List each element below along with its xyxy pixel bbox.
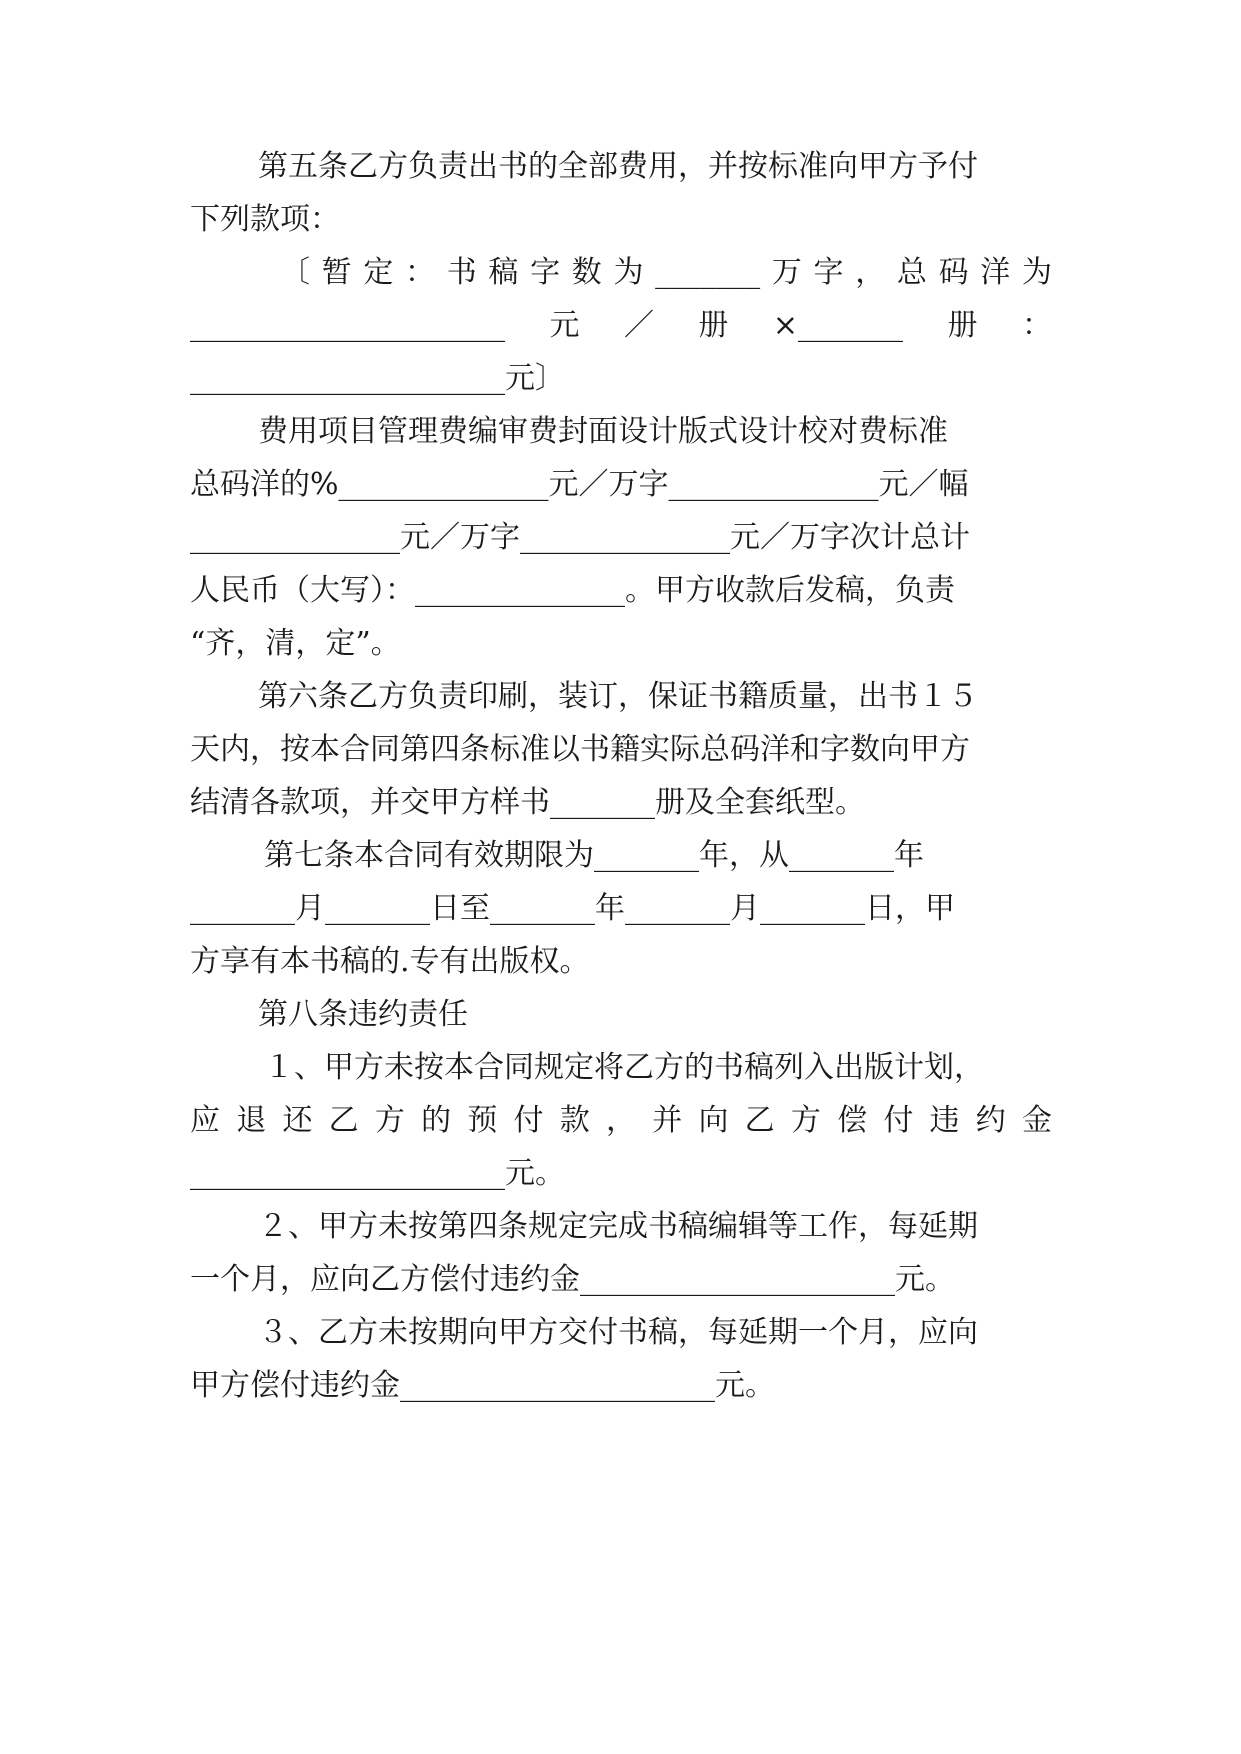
text-line: ______________元／万字______________元／万字次计总计: [190, 520, 970, 555]
text-line: _______月_______日至_______年_______月_______日，甲: [190, 891, 955, 926]
text-line: 下列款项：: [190, 202, 340, 237]
text-line: 应退还乙方的预付款，并向乙方偿付违约金: [190, 1103, 1052, 1138]
text-line: 费用项目管理费编审费封面设计版式设计校对费标准: [258, 414, 948, 449]
text-line: 第八条违约责任: [258, 997, 468, 1032]
text-line: 第七条本合同有效期限为_______年，从_______年: [264, 838, 924, 873]
text-line: 总码洋的%______________元／万字______________元／幅: [190, 467, 969, 502]
text-line: ３、乙方未按期向甲方交付书稿，每延期一个月，应向: [258, 1315, 978, 1350]
text-line: _____________________元。: [190, 1156, 565, 1191]
text-line: 天内，按本合同第四条标准以书籍实际总码洋和字数向甲方: [190, 732, 970, 767]
text-line: 第五条乙方负责出书的全部费用，并按标准向甲方予付: [258, 149, 978, 184]
text-line: 结清各款项，并交甲方样书_______册及全套纸型。: [190, 785, 865, 820]
text-line: 人民币（大写）：______________。甲方收款后发稿，负责: [190, 573, 955, 608]
text-line: 甲方偿付违约金_____________________元。: [190, 1368, 775, 1403]
text-line: 〔暂定：书稿字数为_______万字，总码洋为: [280, 255, 1052, 290]
text-line: 一个月，应向乙方偿付违约金_____________________元。: [190, 1262, 955, 1297]
text-line: “齐，清，定”。: [190, 626, 401, 661]
text-line: _____________________元／册×_______册：: [190, 308, 1052, 343]
text-line: 第六条乙方负责印刷，装订，保证书籍质量，出书１５: [258, 679, 978, 714]
text-line: _____________________元〕: [190, 361, 565, 396]
text-line: 方享有本书稿的.专有出版权。: [190, 944, 590, 979]
text-line: ２、甲方未按第四条规定完成书稿编辑等工作，每延期: [258, 1209, 978, 1244]
text-line: １、甲方未按本合同规定将乙方的书稿列入出版计划，: [264, 1050, 984, 1085]
